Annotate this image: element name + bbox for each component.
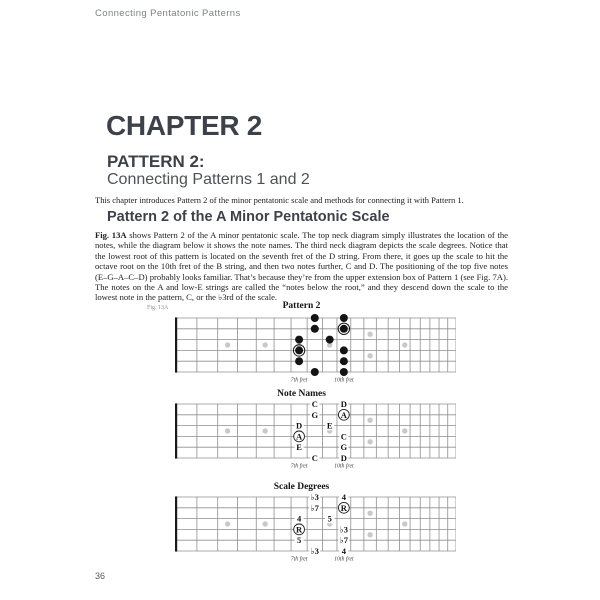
root-note-label: R (296, 524, 303, 535)
neck-diagram-pattern-2 (175, 311, 456, 386)
root-note-dot (295, 346, 303, 354)
figure-reference: Fig. 13A (95, 230, 127, 240)
note-label: 4 (341, 546, 346, 556)
note-label: D (340, 453, 347, 463)
page-number: 36 (95, 571, 106, 581)
note-dot (340, 346, 348, 354)
fret-position-label: 10th fret (334, 556, 354, 563)
fret-position-label: 10th fret (334, 377, 354, 384)
section-heading: Pattern 2 of the A Minor Pentatonic Scale (107, 209, 390, 225)
note-label: ♭3 (339, 524, 348, 535)
note-dot (340, 314, 348, 322)
inlay-dot (367, 353, 372, 358)
nut (175, 403, 177, 458)
inlay-dot (262, 428, 267, 433)
root-note-label: R (340, 502, 347, 513)
note-label: G (340, 442, 348, 453)
note-label: 4 (341, 492, 346, 502)
inlay-dot (402, 428, 407, 433)
note-dot (311, 325, 319, 333)
fret-position-label: 7th fret (290, 377, 308, 384)
note-label: C (311, 453, 318, 463)
note-label: ♭7 (339, 535, 348, 546)
diagram-title-scale-degrees: Scale Degrees (273, 482, 330, 492)
note-label: D (340, 399, 347, 409)
intro-paragraph: This chapter introduces Pattern 2 of the minor pentatonic scale and methods for connecting it with Pattern 1. (95, 195, 464, 205)
body-paragraph (95, 230, 508, 303)
note-label: E (296, 442, 302, 453)
nut (175, 317, 177, 372)
inlay-dot (262, 521, 267, 526)
note-dot (340, 368, 348, 376)
figure-label: Fig. 13A (147, 305, 169, 311)
inlay-dot (402, 342, 407, 347)
body-text: shows Pattern 2 of the A minor pentatonic scale. The top neck diagram simply illustrates the location of the notes, while the diagram below it shows the note names. The third neck diagram depicts the scale degrees. Notice that the lowest root of this pattern is located on the seventh fret of the D string. From there, it goes up the scale to hit the octave root on the 10th fret of the B string, and then two notes further, C and D. The positioning of the top five notes (E–G–A–C–D) probably looks familiar. That’s because they’re from the upper extension box of Pattern 1 (see Fig. 7A). The notes on the A and low-E strings are called the “notes below the root,” and they descend down the scale to the lowest note in the pattern, C, or the ♭3rd of the scale. (95, 230, 508, 303)
inlay-dot (367, 418, 372, 423)
note-dot (311, 368, 319, 376)
note-label: 4 (296, 513, 302, 524)
figure-13a (95, 300, 508, 570)
neck-diagram-scale-degrees (175, 490, 456, 565)
inlay-dot (262, 342, 267, 347)
note-dot (311, 314, 319, 322)
root-note-dot (340, 325, 348, 333)
pattern-title: PATTERN 2: (107, 152, 205, 171)
inlay-dot (225, 342, 230, 347)
note-label: G (311, 409, 319, 420)
note-dot (295, 336, 303, 344)
inlay-dot (367, 511, 372, 516)
note-dot (340, 357, 348, 365)
fret-position-label: 7th fret (290, 463, 308, 470)
inlay-dot (367, 439, 372, 444)
inlay-dot (225, 521, 230, 526)
running-header: Connecting Pentatonic Patterns (95, 8, 241, 19)
inlay-dot (367, 332, 372, 337)
neck-diagram-note-names (175, 397, 456, 472)
diagram-title-pattern-2: Pattern 2 (282, 301, 321, 311)
pattern-subtitle: Connecting Patterns 1 and 2 (107, 171, 310, 188)
root-note-label: A (296, 431, 303, 442)
note-label: ♭7 (310, 502, 319, 513)
note-label: ♭3 (310, 546, 319, 556)
inlay-dot (402, 521, 407, 526)
note-label: ♭3 (310, 492, 319, 502)
diagram-title-note-names: Note Names (277, 389, 326, 399)
fret-position-label: 7th fret (290, 556, 308, 563)
note-label: 5 (327, 513, 332, 524)
note-label: C (340, 431, 347, 442)
note-label: C (311, 399, 318, 409)
root-note-label: A (340, 409, 347, 420)
inlay-dot (225, 428, 230, 433)
nut (175, 496, 177, 551)
note-dot (295, 357, 303, 365)
note-label: D (296, 420, 303, 431)
inlay-dot (367, 532, 372, 537)
note-label: E (326, 420, 333, 431)
fret-position-label: 10th fret (334, 463, 354, 470)
chapter-title: CHAPTER 2 (106, 110, 262, 141)
note-label: 5 (296, 535, 302, 546)
note-dot (326, 336, 334, 344)
